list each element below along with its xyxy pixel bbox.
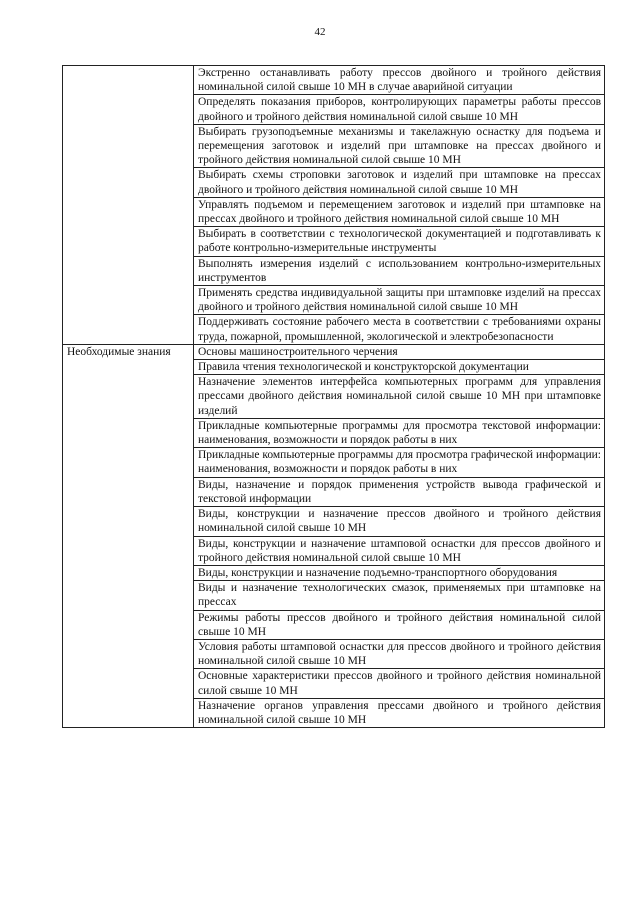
action-item: Применять средства индивидуальной защиты при штамповке изделий на прессах двойного и тройного действия номинальной силой свыше 10 МН bbox=[194, 286, 605, 315]
table-row bbox=[63, 344, 605, 359]
action-item: Определять показания приборов, контролирующих параметры работы прессов двойного и тройного действия номинальной силой свыше 10 МН bbox=[194, 95, 605, 124]
requirements-table bbox=[62, 65, 605, 728]
knowledge-item: Условия работы штамповой оснастки для прессов двойного и тройного действия номинальной силой свыше 10 МН bbox=[194, 639, 605, 668]
knowledge-label: Необходимые знания bbox=[63, 344, 194, 727]
table-row bbox=[63, 66, 605, 95]
action-item: Выбирать грузоподъемные механизмы и такелажную оснастку для подъема и перемещения заготовок и изделий при штамповке на прессах двойного и тройного действия номинальной силой свыше 10 МН bbox=[194, 124, 605, 168]
page-number: 42 bbox=[314, 26, 326, 38]
knowledge-item: Прикладные компьютерные программы для просмотра текстовой информации: наименования, возможности и порядок работы в них bbox=[194, 418, 605, 447]
knowledge-item: Виды и назначение технологических смазок, применяемых при штамповке на прессах bbox=[194, 581, 605, 610]
action-item: Выбирать схемы строповки заготовок и изделий при штамповке на прессах двойного и тройного действия номинальной силой свыше 10 МН bbox=[194, 168, 605, 197]
knowledge-item: Виды, конструкции и назначение прессов двойного и тройного действия номинальной силой свыше 10 МН bbox=[194, 507, 605, 536]
knowledge-item: Прикладные компьютерные программы для просмотра графической информации: наименования, возможности и порядок работы в них bbox=[194, 448, 605, 477]
knowledge-item: Назначение элементов интерфейса компьютерных программ для управления прессами двойного действия номинальной силой свыше 10 МН при штамповке изделий bbox=[194, 375, 605, 419]
knowledge-item: Правила чтения технологической и конструкторской документации bbox=[194, 360, 605, 375]
knowledge-item: Виды, конструкции и назначение штамповой оснастки для прессов двойного и тройного действия номинальной силой свыше 10 МН bbox=[194, 536, 605, 565]
knowledge-item: Основные характеристики прессов двойного и тройного действия номинальной силой свыше 10 МН bbox=[194, 669, 605, 698]
knowledge-item: Режимы работы прессов двойного и тройного действия номинальной силой свыше 10 МН bbox=[194, 610, 605, 639]
knowledge-item: Виды, назначение и порядок применения устройств вывода графической и текстовой информации bbox=[194, 477, 605, 506]
knowledge-item: Назначение органов управления прессами двойного и тройного действия номинальной силой свыше 10 МН bbox=[194, 698, 605, 727]
knowledge-item: Виды, конструкции и назначение подъемно-транспортного оборудования bbox=[194, 565, 605, 580]
action-item: Выполнять измерения изделий с использованием контрольно-измерительных инструментов bbox=[194, 256, 605, 285]
knowledge-item: Основы машиностроительного черчения bbox=[194, 344, 605, 359]
action-item: Поддерживать состояние рабочего места в соответствии с требованиями охраны труда, пожарной, промышленной, экологической и электробезопасности bbox=[194, 315, 605, 344]
action-item: Выбирать в соответствии с технологической документацией и подготавливать к работе контрольно-измерительные инструменты bbox=[194, 227, 605, 256]
action-item: Управлять подъемом и перемещением заготовок и изделий при штамповке на прессах двойного и тройного действия номинальной силой свыше 10 МН bbox=[194, 197, 605, 226]
action-item: Экстренно останавливать работу прессов двойного и тройного действия номинальной силой свыше 10 МН в случае аварийной ситуации bbox=[194, 66, 605, 95]
actions-label-cell bbox=[63, 66, 194, 345]
